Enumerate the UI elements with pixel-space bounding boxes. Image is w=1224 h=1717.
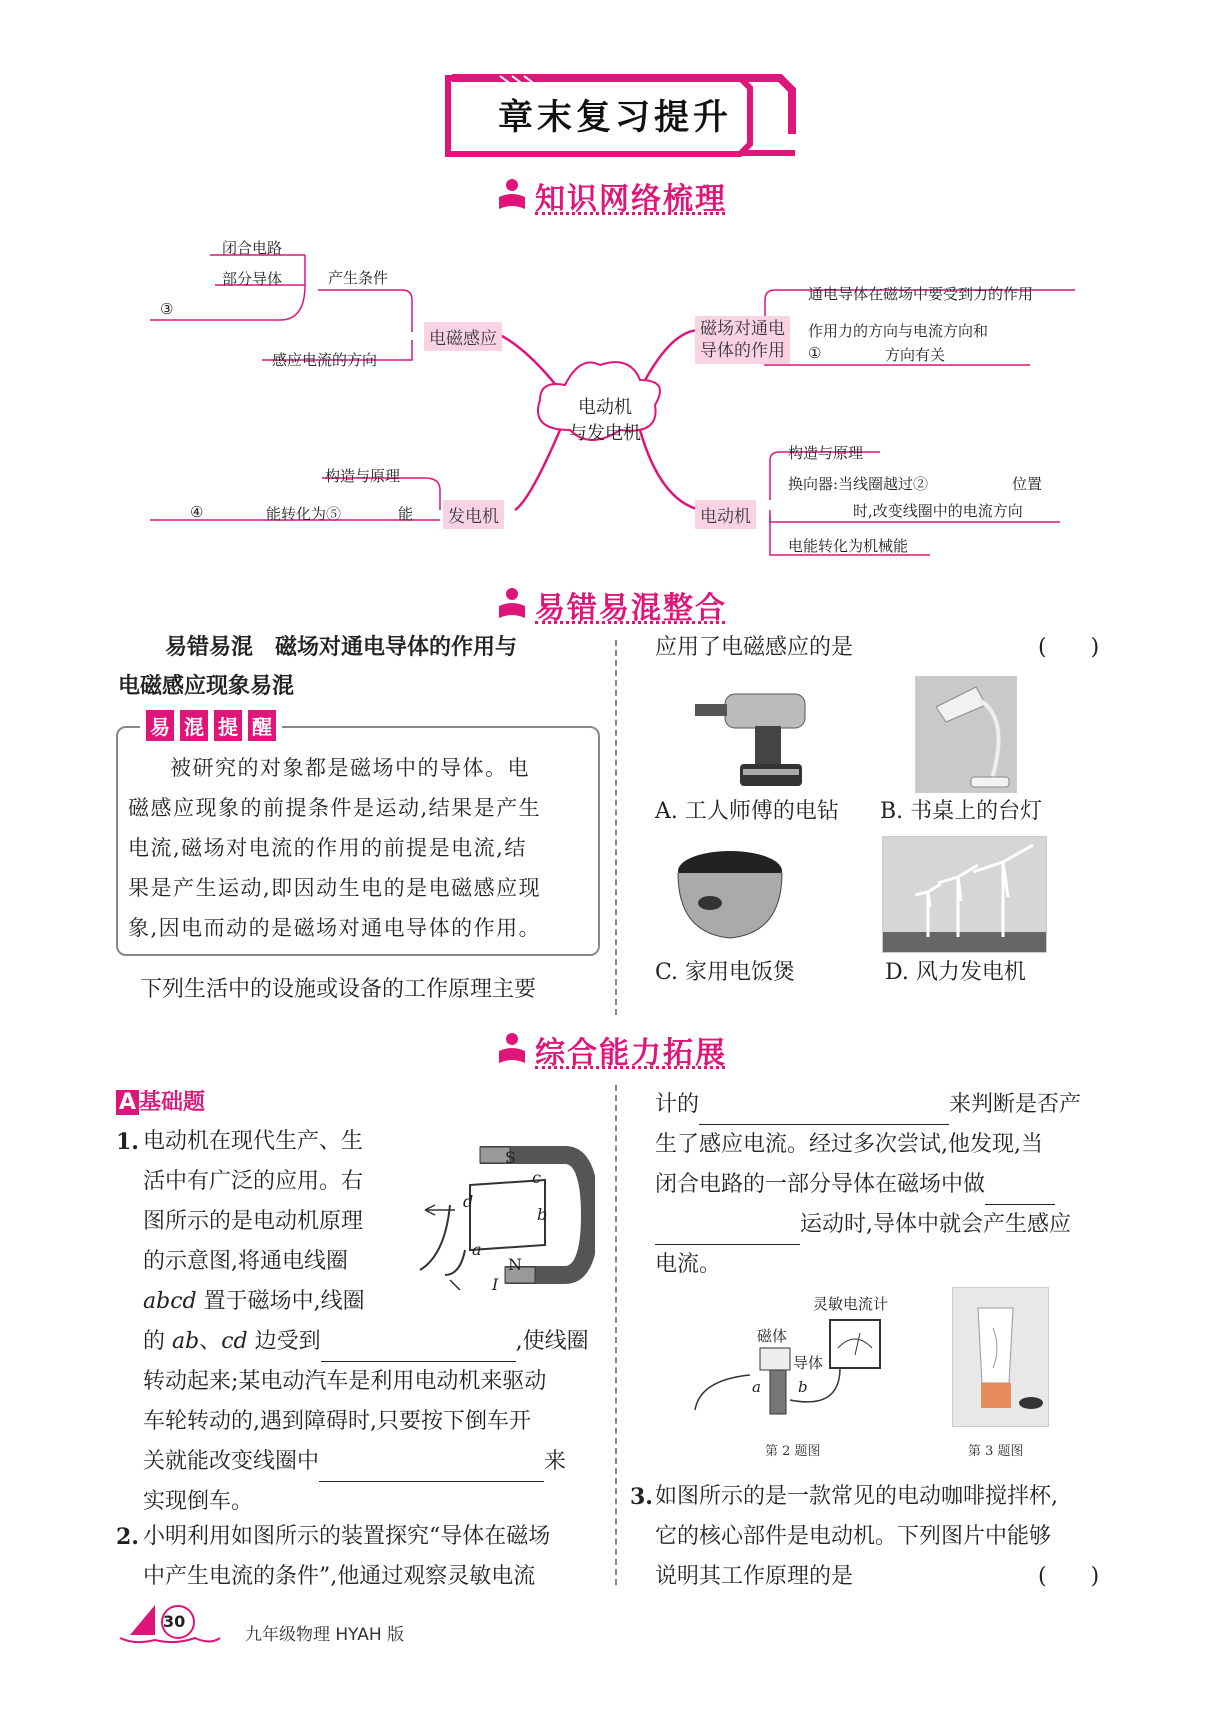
motor-energy: 电能转化为机械能 — [788, 537, 909, 555]
answer-blank[interactable] — [319, 1459, 544, 1482]
generator-energy-mid: 能转化为⑤ — [266, 505, 342, 523]
force-item2-end: 方向有关 — [885, 346, 946, 364]
tip-line: 象,因电而动的是磁场对通电导体的作用。 — [128, 916, 542, 940]
q1-line9-a: 关就能改变线圈中 — [143, 1449, 320, 1474]
q1-line: 的示意图,将通电线圈 — [143, 1249, 348, 1274]
q3-line3: 说明其工作原理的是 — [655, 1564, 854, 1589]
motor-structure: 构造与原理 — [788, 444, 864, 462]
tip-line: 磁感应现象的前提条件是运动,结果是产生 — [128, 796, 542, 820]
tag-motor: 电动机 — [695, 500, 756, 529]
q1-line6-b: 边受到 — [247, 1329, 321, 1354]
tip-line: 果是产生运动,即因动生电的是电磁感应现 — [128, 876, 542, 900]
fig2-a: a — [752, 1378, 761, 1396]
tip-char: 提 — [214, 710, 242, 741]
force-item1: 通电导体在磁场中要受到力的作用 — [808, 285, 1034, 303]
section-underline — [535, 621, 725, 624]
page-number: 30 — [163, 1612, 186, 1631]
motor-commutator-c: 时,改变线圈中的电流方向 — [853, 502, 1023, 520]
q1-line: 转动起来;某电动汽车是利用电动机来驱动 — [143, 1369, 547, 1394]
induction-cond1: 闭合电路 — [222, 239, 283, 257]
fig1-d: d — [463, 1192, 474, 1211]
errors-question-a: 下列生活中的设施或设备的工作原理主要 — [140, 977, 537, 1002]
q2-line1: 小明利用如图所示的装置探究“导体在磁场 — [143, 1524, 551, 1549]
generator-energy-end: 能 — [398, 505, 414, 523]
motor-commutator-a: 换向器:当线圈越过② — [788, 475, 929, 493]
q1-line9-b: 来 — [544, 1449, 567, 1474]
tip-line: 被研究的对象都是磁场中的导体。电 — [170, 756, 530, 780]
lamp-image — [915, 676, 1017, 793]
induction-cond-label: 产生条件 — [328, 269, 389, 287]
rice-cooker-image — [670, 843, 790, 948]
fig2-meter-label: 灵敏电流计 — [813, 1295, 889, 1313]
q2-line: 生了感应电流。经过多次尝试,他发现,当 — [655, 1132, 1043, 1157]
q1-line: 活中有广泛的应用。右 — [143, 1169, 364, 1194]
level-heading — [116, 1085, 205, 1116]
option-c: C. 家用电饭煲 — [655, 960, 796, 985]
force-label-line2: 导体的作用 — [700, 341, 785, 361]
q1-cd: cd — [221, 1329, 248, 1354]
tag-generator: 发电机 — [443, 500, 504, 529]
q1-line: 车轮转动的,遇到障碍时,只要按下倒车开 — [143, 1409, 531, 1434]
section-errors-title: 易错易混整合 — [535, 591, 727, 626]
answer-blank[interactable] — [985, 1182, 1055, 1205]
fig1-i: I — [492, 1275, 499, 1294]
q1-line: 实现倒车。 — [143, 1489, 254, 1514]
q2-line: 电流。 — [655, 1252, 722, 1277]
book-label: 九年级物理 HYAH 版 — [245, 1625, 405, 1645]
level-letter: A — [116, 1090, 139, 1115]
q1-line — [143, 1282, 403, 1322]
fig3-caption: 第 3 题图 — [968, 1444, 1024, 1459]
answer-paren: ( ) — [1038, 635, 1100, 660]
section-underline — [535, 1066, 725, 1069]
generator-energy-a: ④ — [190, 503, 204, 521]
induction-direction: 感应电流的方向 — [272, 351, 378, 369]
mindmap-lines — [0, 0, 1224, 600]
fig1-s — [505, 1148, 516, 1167]
fig2-conductor-label: 导体 — [793, 1354, 824, 1372]
fig1-a: a — [472, 1240, 482, 1259]
drill-image — [685, 676, 835, 791]
q1-line6-a: 的 — [143, 1329, 172, 1354]
tip-text — [128, 748, 588, 948]
q1-line: 图所示的是电动机原理 — [143, 1209, 364, 1234]
q1-text-top — [143, 1122, 403, 1322]
q1-number: 1. — [116, 1129, 139, 1155]
section-ability-title: 综合能力拓展 — [535, 1036, 727, 1071]
section-network-title: 知识网络梳理 — [535, 182, 727, 217]
page-title: 章末复习提升 — [497, 98, 732, 138]
q2-text-right — [655, 1085, 1115, 1285]
q3-number: 3. — [630, 1484, 653, 1510]
q3-line1: 如图所示的是一款常见的电动咖啡搅拌杯, — [655, 1484, 1058, 1509]
errors-heading-b: 电磁感应现象易混 — [118, 674, 295, 699]
answer-blank[interactable] — [655, 1222, 800, 1245]
generator-structure: 构造与原理 — [325, 467, 401, 485]
q2-line3-a: 计的 — [655, 1092, 700, 1117]
answer-paren: ( ) — [1038, 1564, 1100, 1589]
q3-line2: 它的核心部件是电动机。下列图片中能够 — [655, 1524, 1052, 1549]
q2-line5: 闭合电路的一部分导体在磁场中做 — [655, 1172, 986, 1197]
tip-char: 易 — [146, 710, 174, 741]
induction-cond2: 部分导体 — [222, 270, 283, 288]
reader-icon — [495, 586, 529, 620]
column-divider — [615, 640, 617, 1015]
q1-line9 — [143, 1442, 598, 1482]
level-label: 基础题 — [139, 1090, 206, 1115]
mindmap-center — [560, 395, 650, 447]
force-item2-num: ① — [808, 344, 822, 362]
fig2-caption: 第 2 题图 — [765, 1444, 821, 1459]
option-d: D. 风力发电机 — [885, 960, 1026, 985]
center-line2: 与发电机 — [569, 423, 641, 444]
tag-force — [695, 316, 790, 364]
force-label-line1: 磁场对通电 — [700, 319, 785, 339]
q2-line6: 运动时,导体中就会产生感应 — [800, 1212, 1071, 1237]
fig1-c: c — [532, 1168, 541, 1187]
option-a: A. 工人师傅的电钻 — [655, 799, 839, 824]
wind-turbine-image — [882, 836, 1047, 953]
fig2-magnet-label: 磁体 — [757, 1327, 788, 1345]
q1-line: 电动机在现代生产、生 — [143, 1129, 364, 1154]
errors-question-b: 应用了电磁感应的是 — [655, 635, 854, 660]
tag-induction: 电磁感应 — [424, 322, 502, 351]
tip-char: 混 — [180, 710, 208, 741]
reader-icon — [495, 1031, 529, 1065]
tip-line: 电流,磁场对电流的作用的前提是电流,结 — [128, 836, 527, 860]
fig1-n: N — [508, 1255, 522, 1274]
column-divider — [615, 1085, 617, 1585]
answer-blank[interactable] — [699, 1102, 949, 1125]
q1-sep: 、 — [199, 1329, 222, 1354]
fig1-s-text: S — [505, 1148, 516, 1167]
tip-badge — [140, 710, 282, 741]
induction-cond3: ③ — [160, 300, 174, 318]
q2-line2: 中产生电流的条件”,他通过观察灵敏电流 — [143, 1564, 536, 1589]
motor-commutator-b: 位置 — [1012, 475, 1043, 493]
q1-line6-c: ,使线圈 — [515, 1329, 589, 1354]
q1-line5-text: 置于磁场中,线圈 — [196, 1289, 365, 1314]
q2-line3-b: 来判断是否产 — [949, 1092, 1082, 1117]
coffee-mixer-image — [952, 1287, 1049, 1427]
motor-diagram — [405, 1125, 595, 1290]
option-b: B. 书桌上的台灯 — [880, 799, 1043, 824]
answer-blank[interactable] — [321, 1339, 516, 1362]
q1-ab: ab — [172, 1329, 200, 1354]
force-item2-line1: 作用力的方向与电流方向和 — [808, 322, 989, 340]
center-line1: 电动机 — [578, 397, 632, 418]
fig2-b: b — [798, 1378, 808, 1396]
q1-abcd: abcd — [143, 1289, 197, 1314]
q1-text-bottom — [143, 1322, 598, 1522]
q1-line6 — [143, 1322, 598, 1362]
tip-char: 醒 — [248, 710, 276, 741]
q2-number: 2. — [116, 1524, 139, 1550]
errors-heading-a: 易错易混 磁场对通电导体的作用与 — [165, 635, 518, 660]
fig1-b: b — [537, 1205, 548, 1224]
